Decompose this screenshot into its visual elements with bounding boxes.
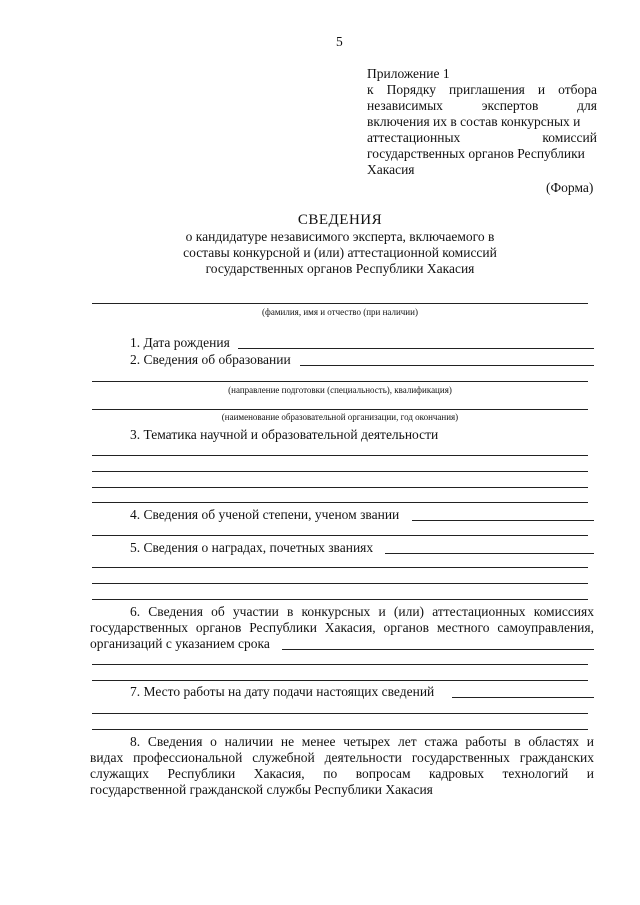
title-line-3: государственных органов Республики Хакасия: [205, 261, 475, 276]
institution-line: [92, 409, 588, 410]
title-line-2: составы конкурсной и (или) аттестационной комиссий: [183, 245, 497, 260]
workplace-line: [452, 697, 594, 698]
appendix-block: [367, 66, 597, 178]
appendix-row-5: аттестационных комиссий: [367, 130, 597, 145]
item-birth-date: 1. Дата рождения: [130, 335, 230, 350]
item-awards: 5. Сведения о наградах, почетных званиях: [130, 540, 374, 555]
commissions-line: [282, 649, 594, 650]
institution-caption: (наименование образовательной организации, год окончания): [221, 412, 459, 422]
degree-line: [412, 520, 594, 521]
fio-line: [92, 303, 588, 304]
commissions-line-3: [92, 680, 588, 681]
workplace-line-2: [92, 713, 588, 714]
item-education: 2. Сведения об образовании: [130, 352, 291, 367]
education-line: [300, 365, 594, 366]
awards-line: [385, 553, 594, 554]
research-line-1: [92, 455, 588, 456]
page-number: 5: [336, 34, 343, 49]
appendix-row-2: к Порядку приглашения и отбора: [367, 82, 597, 97]
title-line-1: о кандидатуре независимого эксперта, включаемого в: [185, 229, 495, 244]
degree-line-2: [92, 535, 588, 536]
item-research: 3. Тематика научной и образовательной деятельности: [130, 427, 439, 442]
title-heading: СВЕДЕНИЯ: [297, 212, 383, 228]
specialty-line: [92, 381, 588, 382]
birth-date-line: [238, 348, 594, 349]
research-line-3: [92, 487, 588, 488]
item-commissions: 6. Сведения об участии в конкурсных и (или) аттестационных комиссиях государственных органов Республики Хакасия, органов местного самоуправления, организаций с указанием срока: [90, 604, 594, 651]
form-label: (Форма): [546, 180, 594, 195]
appendix-row-3: независимых экспертов для: [367, 98, 597, 113]
specialty-caption: (направление подготовки (специальность), квалификация): [228, 385, 452, 395]
research-line-4: [92, 502, 588, 503]
document-title: [90, 212, 590, 277]
appendix-row-6: государственных органов Республики: [367, 146, 585, 161]
appendix-row-7: Хакасия: [367, 162, 415, 177]
workplace-line-3: [92, 729, 588, 730]
item-workplace: 7. Место работы на дату подачи настоящих сведений: [130, 684, 435, 699]
item-experience: 8. Сведения о наличии не менее четырех лет стажа работы в областях и видах профессиональной служебной деятельности государственных гражданских служащих Республики Хакасия, по вопросам кадровых технологий и государственной гражданской службы Республики Хакасия: [90, 734, 594, 797]
research-line-2: [92, 471, 588, 472]
appendix-title: Приложение 1: [367, 66, 450, 81]
commissions-line-2: [92, 664, 588, 665]
awards-line-4: [92, 599, 588, 600]
awards-line-2: [92, 567, 588, 568]
fio-caption: (фамилия, имя и отчество (при наличии): [262, 307, 418, 317]
awards-line-3: [92, 583, 588, 584]
item-degree: 4. Сведения об ученой степени, ученом звании: [130, 507, 400, 522]
appendix-row-4: включения их в состав конкурсных и: [367, 114, 581, 129]
